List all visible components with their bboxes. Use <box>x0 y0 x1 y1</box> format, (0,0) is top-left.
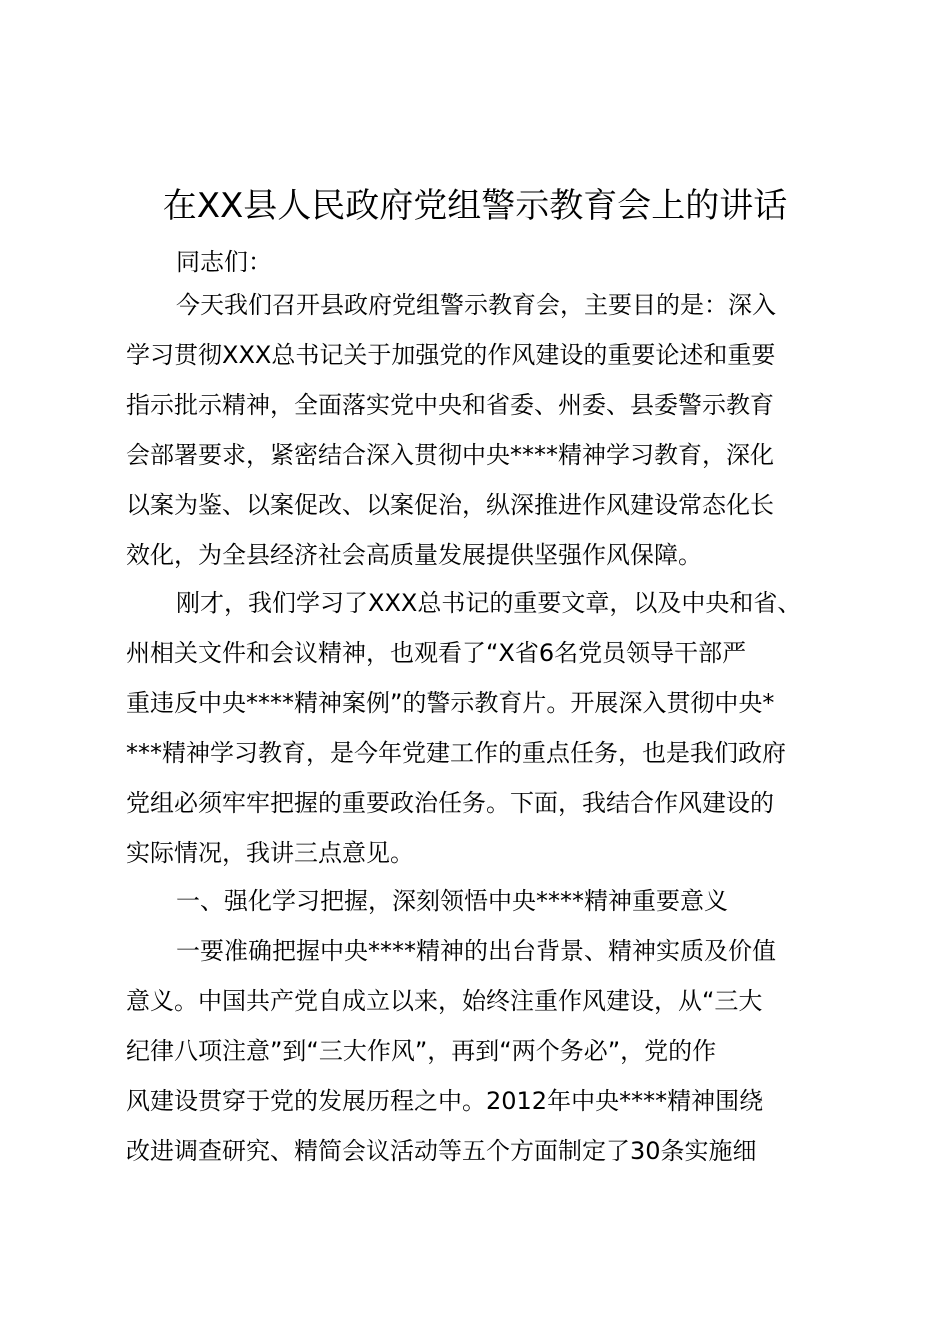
paragraph-line: 会部署要求，紧密结合深入贯彻中央****精神学习教育，深化 <box>126 441 774 469</box>
section-heading-text: 一、强化学习把握，深刻领悟中央****精神重要意义 <box>176 887 728 915</box>
paragraph-line: 一要准确把握中央****精神的出台背景、精神实质及价值 <box>176 937 776 965</box>
salutation-text: 同志们： <box>176 248 272 276</box>
paragraph-line: 以案为鉴、以案促改、以案促治，纵深推进作风建设常态化长 <box>126 491 774 519</box>
paragraph-line: 意义。中国共产党自成立以来，始终注重作风建设，从“三大 <box>126 987 763 1015</box>
document-title: 在XX县人民政府党组警示教育会上的讲话 <box>162 186 788 226</box>
paragraph-line: 学习贯彻XXX总书记关于加强党的作风建设的重要论述和重要 <box>126 341 776 369</box>
paragraph-line: 党组必须牢牢把握的重要政治任务。下面，我结合作风建设的 <box>126 789 774 817</box>
paragraph-line: 重违反中央****精神案例”的警示教育片。开展深入贯彻中央* <box>126 689 775 717</box>
paragraph-background <box>126 926 836 1176</box>
paragraph-line: 实际情况，我讲三点意见。 <box>126 839 414 867</box>
paragraph-line: 刚才，我们学习了XXX总书记的重要文章，以及中央和省、 <box>176 589 802 617</box>
section-heading-1 <box>126 876 836 926</box>
paragraph-line: 纪律八项注意”到“三大作风”，再到“两个务必”，党的作 <box>126 1037 717 1065</box>
paragraph-study-review <box>126 578 836 878</box>
paragraph-purpose <box>126 280 836 580</box>
paragraph-line: 今天我们召开县政府党组警示教育会，主要目的是：深入 <box>176 291 776 319</box>
paragraph-line: 指示批示精神，全面落实党中央和省委、州委、县委警示教育 <box>126 391 774 419</box>
paragraph-line: 改进调查研究、精简会议活动等五个方面制定了30条实施细 <box>126 1137 757 1165</box>
paragraph-line: ***精神学习教育，是今年党建工作的重点任务，也是我们政府 <box>126 739 786 767</box>
paragraph-line: 风建设贯穿于党的发展历程之中。2012年中央****精神围绕 <box>126 1087 764 1115</box>
paragraph-line: 效化，为全县经济社会高质量发展提供坚强作风保障。 <box>126 541 702 569</box>
paragraph-line: 州相关文件和会议精神，也观看了“X省6名党员领导干部严 <box>126 639 747 667</box>
